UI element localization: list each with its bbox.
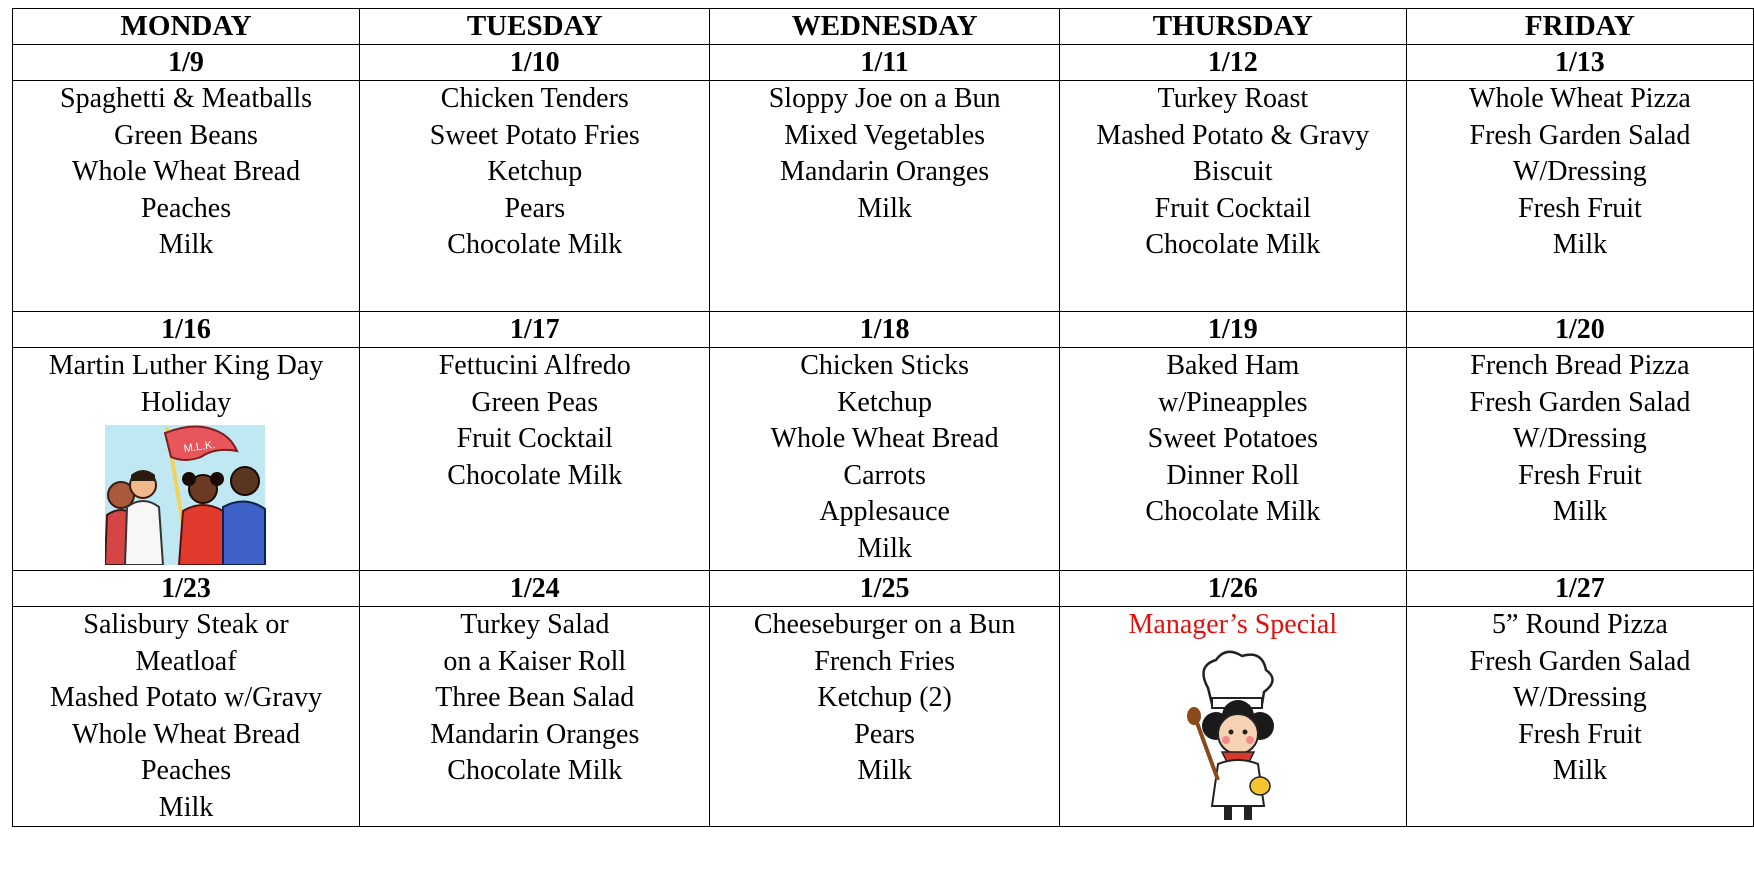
- menu-row-week-3: [13, 607, 1754, 827]
- menu-item: Fruit Cocktail: [1154, 192, 1311, 224]
- date-cell: 1/12: [1059, 45, 1406, 81]
- day-header-tuesday: TUESDAY: [360, 9, 710, 45]
- date-row-week-2: [13, 312, 1754, 348]
- menu-cell: [1406, 348, 1753, 571]
- menu-cell: [1406, 607, 1753, 827]
- menu-item: Milk: [1552, 755, 1608, 786]
- menu-item: Ketchup (2): [817, 682, 952, 713]
- menu-item: on a Kaiser Roll: [443, 645, 627, 677]
- menu-item: Peaches: [140, 755, 232, 786]
- menu-cell: [360, 607, 710, 827]
- menu-item: Milk: [857, 755, 912, 786]
- menu-item: Turkey Salad: [460, 609, 610, 640]
- date-cell: 1/13: [1406, 45, 1753, 81]
- lunch-menu-table: [12, 8, 1754, 827]
- date-cell: 1/18: [710, 312, 1059, 348]
- menu-cell: [1059, 81, 1406, 312]
- menu-item: Fresh Garden Salad: [1469, 386, 1691, 418]
- menu-item: Turkey Roast: [1157, 83, 1309, 114]
- menu-cell: [13, 607, 360, 827]
- menu-item: Chicken Sticks: [800, 350, 970, 381]
- menu-item: Mandarin Oranges: [430, 718, 640, 750]
- menu-item: Carrots: [843, 459, 926, 491]
- menu-item: Whole Wheat Bread: [72, 156, 301, 187]
- menu-item: Salisbury Steak or: [83, 609, 289, 640]
- menu-item: Fresh Fruit: [1518, 192, 1642, 224]
- menu-item: W/Dressing: [1513, 682, 1647, 713]
- menu-item: Mandarin Oranges: [780, 156, 990, 187]
- menu-item: Milk: [857, 532, 912, 564]
- menu-item: W/Dressing: [1513, 156, 1647, 187]
- menu-item: Holiday: [140, 386, 232, 418]
- menu-item: French Bread Pizza: [1470, 350, 1690, 381]
- menu-item: Whole Wheat Pizza: [1469, 83, 1691, 114]
- menu-item: Dinner Roll: [1166, 459, 1300, 491]
- day-header-row: [13, 9, 1754, 45]
- menu-item: Fresh Fruit: [1518, 459, 1642, 491]
- menu-item: Biscuit: [1193, 156, 1273, 187]
- menu-item: Fresh Garden Salad: [1469, 645, 1691, 677]
- menu-item: Milk: [158, 791, 214, 823]
- menu-item: Whole Wheat Bread: [770, 423, 999, 454]
- mlk-flag-label: M.L.K.: [183, 438, 217, 456]
- menu-item: Sloppy Joe on a Bun: [768, 83, 1001, 114]
- menu-item: Sweet Potato Fries: [429, 119, 640, 151]
- menu-item: Mixed Vegetables: [784, 119, 986, 151]
- date-cell: 1/27: [1406, 571, 1753, 607]
- menu-item: w/Pineapples: [1158, 386, 1308, 418]
- day-header-friday: FRIDAY: [1406, 9, 1753, 45]
- menu-item: Meatloaf: [135, 645, 237, 677]
- menu-cell: [360, 348, 710, 571]
- menu-item: Green Beans: [114, 119, 258, 151]
- menu-cell: [1406, 81, 1753, 312]
- menu-item: Sweet Potatoes: [1147, 423, 1318, 454]
- menu-row-week-1: [13, 81, 1754, 312]
- menu-item: Baked Ham: [1166, 350, 1300, 381]
- menu-item: W/Dressing: [1513, 423, 1647, 454]
- menu-item: Applesauce: [819, 496, 950, 527]
- menu-item: Peaches: [140, 192, 232, 224]
- date-cell: 1/11: [710, 45, 1059, 81]
- menu-item: Fresh Fruit: [1518, 718, 1642, 750]
- menu-cell: [1059, 607, 1406, 827]
- menu-item: Milk: [1552, 229, 1608, 260]
- menu-item: Spaghetti & Meatballs: [60, 83, 313, 114]
- day-header-wednesday: WEDNESDAY: [710, 9, 1059, 45]
- date-cell: 1/24: [360, 571, 710, 607]
- menu-cell: [360, 81, 710, 312]
- menu-cell: [1059, 348, 1406, 571]
- menu-item: Pears: [854, 718, 915, 750]
- menu-item: Cheeseburger on a Bun: [753, 609, 1016, 640]
- menu-cell: [710, 81, 1059, 312]
- day-header-thursday: THURSDAY: [1059, 9, 1406, 45]
- menu-item: Mashed Potato & Gravy: [1096, 119, 1370, 151]
- menu-item: Ketchup: [487, 156, 583, 187]
- menu-row-week-2: [13, 348, 1754, 571]
- menu-item: Whole Wheat Bread: [72, 718, 301, 750]
- chef-clipart-image: [1168, 646, 1298, 822]
- date-cell: 1/25: [710, 571, 1059, 607]
- date-cell: 1/23: [13, 571, 360, 607]
- menu-item: Martin Luther King Day: [48, 350, 324, 381]
- date-row-week-1: [13, 45, 1754, 81]
- menu-item: Chocolate Milk: [447, 459, 623, 491]
- menu-cell: [710, 607, 1059, 827]
- menu-item: Chocolate Milk: [447, 229, 623, 260]
- menu-item: Chicken Tenders: [440, 83, 629, 114]
- date-cell: 1/26: [1059, 571, 1406, 607]
- menu-item: Milk: [1552, 496, 1608, 527]
- menu-cell: [13, 81, 360, 312]
- date-cell: 1/20: [1406, 312, 1753, 348]
- menu-cell: [13, 348, 360, 571]
- menu-item: Mashed Potato w/Gravy: [49, 682, 323, 713]
- menu-item: Chocolate Milk: [447, 755, 623, 786]
- menu-item: French Fries: [814, 645, 956, 677]
- mlk-clipart-image: [105, 423, 267, 565]
- menu-item: Pears: [504, 192, 566, 224]
- menu-item: 5” Round Pizza: [1492, 609, 1668, 640]
- date-row-week-3: [13, 571, 1754, 607]
- menu-item: Ketchup: [837, 386, 933, 418]
- date-cell: 1/16: [13, 312, 360, 348]
- menu-item: Fresh Garden Salad: [1469, 119, 1691, 151]
- menu-item: Green Peas: [471, 386, 599, 418]
- menu-item: Chocolate Milk: [1145, 229, 1321, 260]
- date-cell: 1/10: [360, 45, 710, 81]
- menu-cell: [710, 348, 1059, 571]
- managers-special-label: Manager’s Special: [1128, 609, 1338, 640]
- menu-item: Three Bean Salad: [435, 682, 635, 713]
- menu-item: Fettucini Alfredo: [438, 350, 631, 381]
- day-header-monday: MONDAY: [13, 9, 360, 45]
- menu-item: Milk: [158, 229, 214, 260]
- menu-item: Milk: [857, 192, 912, 224]
- date-cell: 1/17: [360, 312, 710, 348]
- date-cell: 1/19: [1059, 312, 1406, 348]
- date-cell: 1/9: [13, 45, 360, 81]
- menu-item: Chocolate Milk: [1145, 496, 1321, 527]
- menu-item: Fruit Cocktail: [456, 423, 613, 454]
